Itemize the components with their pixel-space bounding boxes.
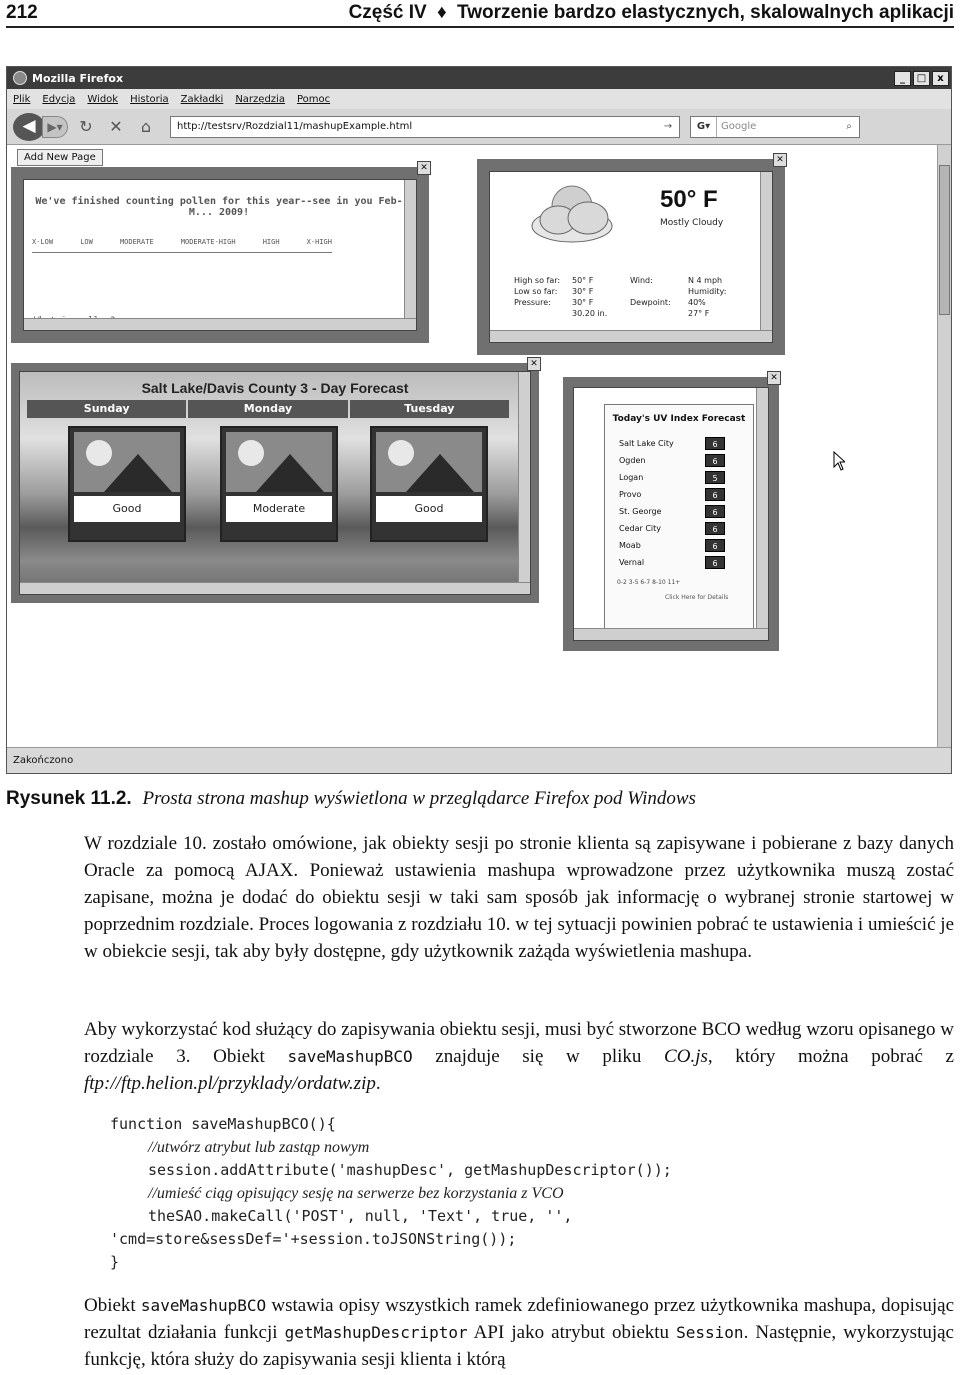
- figure-caption-text: Prosta strona mashup wyświetlona w przeglądarce Firefox pod Windows: [142, 788, 696, 809]
- forecast-frame: [19, 371, 531, 595]
- forecast-card: [68, 426, 186, 542]
- download-link[interactable]: ftp://ftp.helion.pl/przyklady/ordatw.zip: [84, 1073, 376, 1094]
- address-bar[interactable]: [170, 116, 680, 138]
- window-title: Mozilla Firefox: [32, 71, 124, 85]
- gadget-scrollbar-horizontal[interactable]: [24, 318, 416, 330]
- paragraph-3: Obiekt saveMashupBCO wstawia opisy wszystkich ramek zdefiniowanego przez użytkownika mashupa, dopisując rezultat działania funkcji getMashupDescriptor API jako atrybut obiektu Session. Następnie, wykorzystując funkcję, która służy do zapisywania sesji klienta i którą: [84, 1295, 954, 1370]
- code-listing: [110, 1113, 672, 1274]
- maximize-button[interactable]: □: [913, 71, 930, 86]
- day-header: Sunday: [27, 400, 186, 418]
- mountain-icon: [406, 454, 474, 492]
- code-inline: Session: [676, 1323, 744, 1342]
- uv-panel: [604, 404, 754, 641]
- search-box[interactable]: [690, 116, 860, 138]
- home-icon[interactable]: ⌂: [140, 116, 152, 136]
- uv-city-list: [605, 435, 753, 571]
- air-quality-label: Moderate: [226, 496, 332, 522]
- scrollbar-thumb[interactable]: [939, 165, 950, 315]
- weather-details: [514, 276, 754, 320]
- forward-arrow-icon[interactable]: ▶▾: [42, 116, 68, 138]
- pollen-level: X-HIGH: [306, 238, 332, 246]
- gadget-scrollbar-vertical[interactable]: [760, 172, 772, 342]
- pollen-message: We've finished counting pollen for this year--see in you Feb-M... 2009!: [35, 196, 403, 218]
- condition: Mostly Cloudy: [660, 218, 724, 228]
- gadget-close-icon[interactable]: ✕: [417, 161, 431, 175]
- forecast-title: Salt Lake/Davis County 3 - Day Forecast: [141, 380, 409, 396]
- uv-city-row: St. George 6: [605, 503, 753, 520]
- code-line: }: [110, 1253, 120, 1271]
- pollen-level: MODERATE-HIGH: [180, 238, 236, 246]
- figure-caption: [6, 788, 696, 810]
- navigation-toolbar: [7, 109, 951, 145]
- paragraph-1: W rozdziale 10. zostało omówione, jak obiekty sesji po stronie klienta są zapisywane i pobierane z bazy danych Oracle za pomocą AJAX. Ponieważ ustawienia mashupa wprowadzone przez użytkownika muszą zostać zapisane, można je dodać do obiektu sesji w taki sam sposób jak informację o wybranej stronie startowej w poprzednim rozdziale. Proces logowania z rozdziału 10. w tej sytuacji powinien pobrać te ustawienia i umieścić je w obiekcie sesji, tak aby były dostępne, gdy użytkownik zażąda wyświetlenia mashupa.: [84, 833, 954, 962]
- pollen-scale: [32, 238, 332, 246]
- add-new-page-button[interactable]: Add New Page: [17, 149, 103, 166]
- gadget-close-icon[interactable]: ✕: [773, 153, 787, 167]
- uv-help-link[interactable]: Click Here for Details: [665, 594, 729, 601]
- forecast-gadget: [11, 359, 539, 603]
- day-header: Tuesday: [350, 400, 509, 418]
- reload-icon[interactable]: ↻: [79, 116, 93, 136]
- gadget-scrollbar-horizontal[interactable]: [490, 330, 772, 342]
- weather-frame: [489, 171, 773, 343]
- gadget-scrollbar-horizontal[interactable]: [574, 628, 768, 640]
- forecast-days: [26, 400, 510, 418]
- running-header: [6, 0, 954, 28]
- close-button[interactable]: x: [932, 71, 949, 86]
- gadget-close-icon[interactable]: ✕: [767, 371, 781, 385]
- gadget-scrollbar-horizontal[interactable]: [20, 582, 530, 594]
- forecast-card: [220, 426, 338, 542]
- uv-city-row: Moab 6: [605, 537, 753, 554]
- menu-tools[interactable]: Narzędzia: [235, 93, 285, 105]
- code-inline: saveMashupBCO: [287, 1047, 413, 1066]
- uv-city-row: Logan 5: [605, 469, 753, 486]
- code-line: session.addAttribute('mashupDesc', getMashupDescriptor());: [148, 1161, 672, 1179]
- figure-number: Rysunek 11.2.: [6, 788, 132, 809]
- weather-gadget: [477, 155, 785, 355]
- weather-row: High so far: 50° F Wind: N 4 mph: [514, 276, 723, 285]
- gadget-scrollbar-vertical[interactable]: [518, 372, 530, 594]
- weather-row: Low so far: 30° F Humidity:: [514, 287, 727, 296]
- page-content: [7, 145, 937, 749]
- uv-city-row: Cedar City 6: [605, 520, 753, 537]
- air-quality-label: Good: [376, 496, 482, 522]
- menu-bar: [7, 89, 951, 109]
- uv-title: Today's UV Index Forecast: [612, 414, 746, 424]
- google-icon[interactable]: G▾: [691, 117, 717, 137]
- temperature: 50° F: [660, 186, 718, 213]
- title-bar: [7, 67, 951, 89]
- pollen-level: X-LOW: [32, 238, 54, 246]
- pollen-level: MODERATE: [119, 238, 154, 246]
- uv-city-row: Vernal 6: [605, 554, 753, 571]
- uv-legend: 0-2 3-5 6-7 8-10 11+: [617, 579, 681, 586]
- pollen-level: LOW: [80, 238, 93, 246]
- day-header: Monday: [188, 400, 347, 418]
- mountain-icon: [104, 454, 172, 492]
- mountain-icon: [256, 454, 324, 492]
- paragraph-2: Aby wykorzystać kod służący do zapisywania obiektu sesji, musi być stworzone BCO według wzoru opisanego w rozdziale 3. Obiekt saveMashupBCO znajduje się w pliku CO.js, który można pobrać z ftp://ftp.helion.pl/przyklady/ordatw.zip.: [84, 1019, 954, 1094]
- code-comment: //umieść ciąg opisujący sesję na serwerze bez korzystania z VCO: [148, 1185, 564, 1202]
- gadget-close-icon[interactable]: ✕: [527, 357, 541, 371]
- uv-city-row: Provo 6: [605, 486, 753, 503]
- weather-row: Pressure: 30° F Dewpoint: 40%: [514, 298, 706, 307]
- uv-frame: [573, 387, 769, 641]
- status-bar: [7, 747, 951, 773]
- back-arrow-icon[interactable]: ◀: [13, 113, 45, 141]
- air-quality-label: Good: [74, 496, 180, 522]
- code-inline: saveMashupBCO: [140, 1296, 267, 1315]
- pollen-level: HIGH: [262, 238, 280, 246]
- code-inline: getMashupDescriptor: [284, 1323, 468, 1342]
- file-name: CO.js: [664, 1046, 708, 1067]
- part-label: Część IV: [348, 2, 427, 23]
- firefox-window: [6, 66, 952, 774]
- code-comment: //utwórz atrybut lub zastąp nowym: [148, 1139, 370, 1156]
- weather-row: 30.20 in. 27° F: [572, 309, 710, 318]
- minimize-button[interactable]: _: [894, 71, 911, 86]
- page-number: 212: [6, 2, 38, 23]
- cloud-sun-icon: [528, 180, 618, 250]
- uv-index-gadget: [563, 373, 779, 651]
- code-line: theSAO.makeCall('POST', null, 'Text', true, '',: [148, 1207, 573, 1225]
- menu-edit[interactable]: Edycja: [42, 93, 76, 105]
- pollen-frame: [23, 179, 417, 331]
- menu-file[interactable]: Plik: [13, 93, 31, 105]
- pollen-scale-line: [32, 252, 332, 253]
- menu-history[interactable]: Historia: [130, 93, 169, 105]
- page-scrollbar[interactable]: [937, 145, 951, 749]
- code-line: 'cmd=store&sessDef='+session.toJSONString());: [110, 1230, 517, 1248]
- uv-city-row: Ogden 6: [605, 452, 753, 469]
- search-placeholder[interactable]: Google: [721, 121, 757, 132]
- diamond-separator: ♦: [437, 2, 447, 23]
- url-text[interactable]: http://testsrv/Rozdzial11/mashupExample.html: [177, 121, 413, 132]
- firefox-icon: [13, 71, 27, 85]
- menu-view[interactable]: Widok: [87, 93, 119, 105]
- chapter-title: Tworzenie bardzo elastycznych, skalowalnych aplikacji: [457, 2, 954, 23]
- forecast-card: [370, 426, 488, 542]
- search-icon[interactable]: ⌕: [846, 121, 852, 132]
- menu-help[interactable]: Pomoc: [296, 93, 331, 105]
- mouse-cursor-icon: [833, 451, 845, 471]
- go-arrow-icon[interactable]: →: [663, 121, 673, 132]
- chapter-heading: [349, 2, 954, 24]
- status-text: Zakończono: [13, 755, 74, 766]
- pollen-gadget: [11, 163, 429, 343]
- code-line: function saveMashupBCO(){: [110, 1115, 336, 1133]
- uv-city-row: Salt Lake City 6: [605, 435, 753, 452]
- menu-bookmarks[interactable]: Zakładki: [180, 93, 224, 105]
- stop-icon[interactable]: ✕: [109, 116, 123, 136]
- gadget-scrollbar-vertical[interactable]: [404, 180, 416, 330]
- gadget-scrollbar-vertical[interactable]: [756, 388, 768, 640]
